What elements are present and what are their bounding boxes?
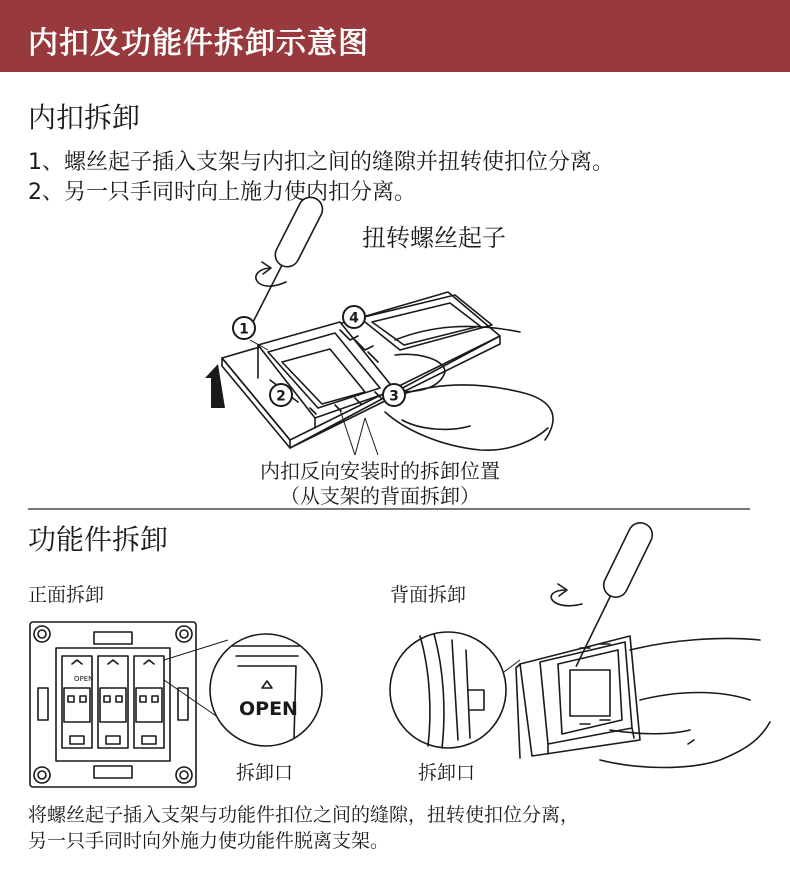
front-port-label: 拆卸口 [236,762,294,784]
svg-text:2: 2 [276,388,286,405]
inner-clip-title: 内扣拆卸 [28,101,141,134]
open-badge: OPEN [239,698,298,720]
reverse-caption-line2: （从支架的背面拆卸） [280,484,480,508]
svg-text:3: 3 [389,388,399,405]
instruction-line2: 另一只手同时向外施力使功能件脱离支架。 [28,830,390,852]
reverse-caption-line1: 内扣反向安装时的拆卸位置 [260,459,500,483]
front-removal-label: 正面拆卸 [28,584,105,606]
function-part-title: 功能件拆卸 [28,523,169,556]
page-title: 内扣及功能件拆卸示意图 [28,26,369,61]
back-port-label: 拆卸口 [418,762,476,784]
small-open-text: OPEN [74,675,94,683]
instruction-line1: 将螺丝起子插入支架与功能件扣位之间的缝隙，扭转使扣位分离， [28,804,580,826]
back-removal-label: 背面拆卸 [390,584,467,606]
step-2: 2、另一只手同时向上施力使内扣分离。 [28,180,416,205]
svg-text:4: 4 [349,310,359,327]
step-1: 1、螺丝起子插入支架与内扣之间的缝隙并扭转使扣位分离。 [28,150,614,175]
svg-text:1: 1 [239,321,249,338]
twist-label: 扭转螺丝起子 [362,224,506,252]
